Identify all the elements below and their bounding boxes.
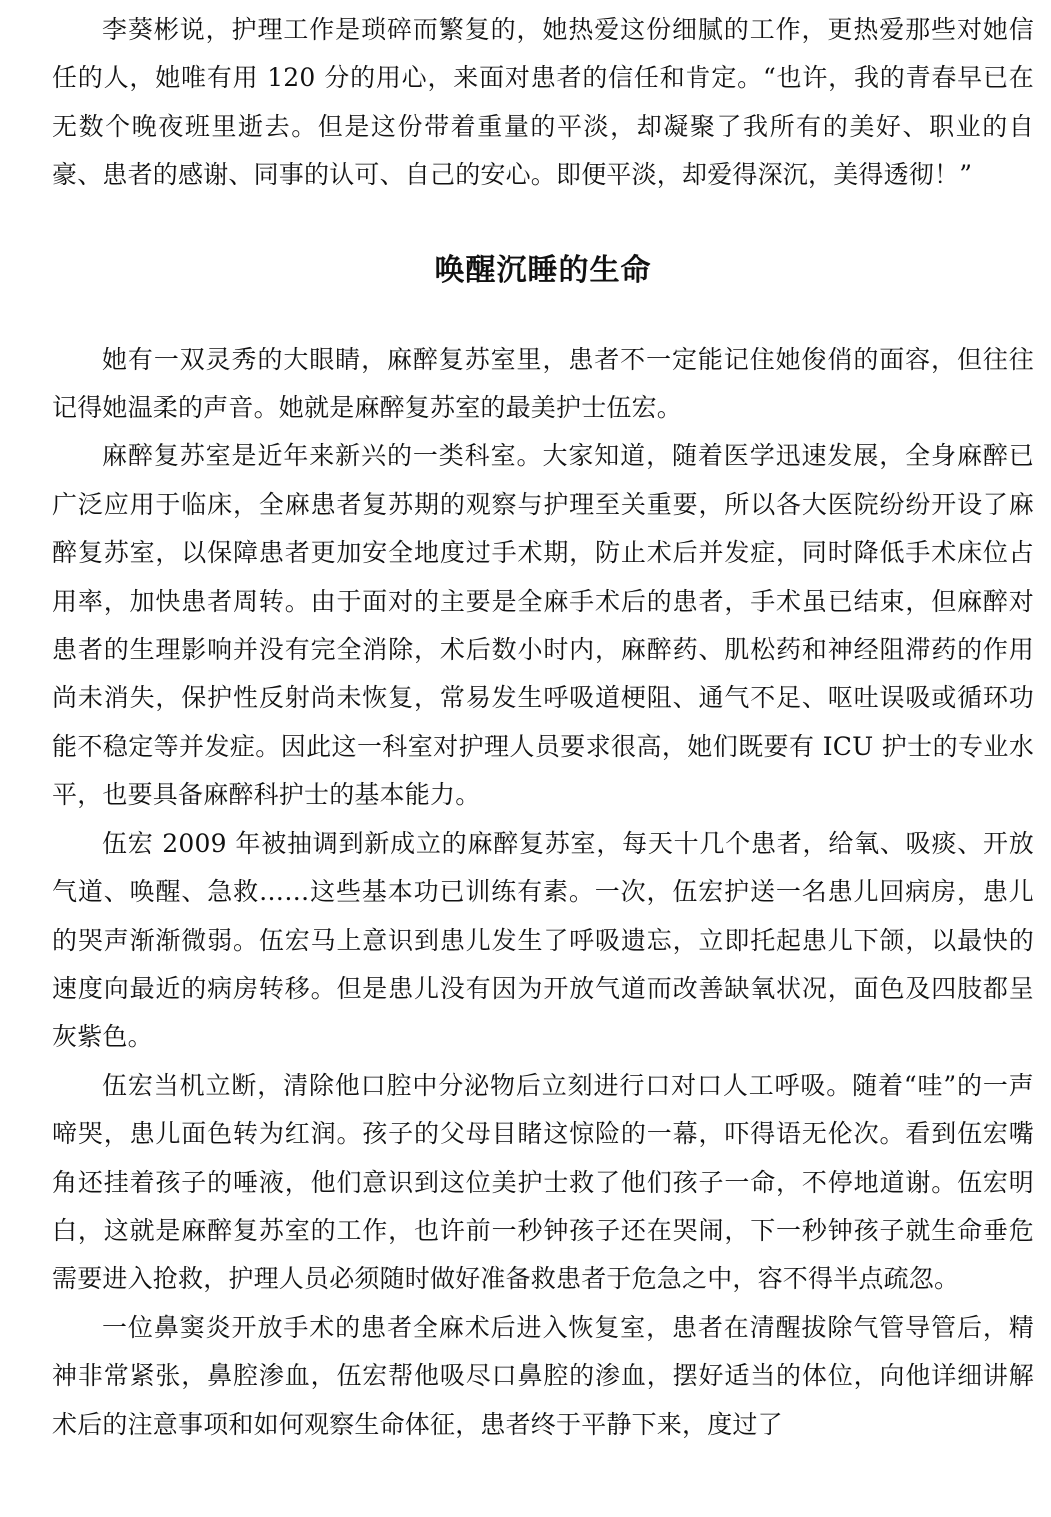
paragraph-2009-transfer: 伍宏 2009 年被抽调到新成立的麻醉复苏室，每天十几个患者，给氧、吸痰、开放气道、唤醒、急救……这些基本功已训练有素。一次，伍宏护送一名患儿回病房，患儿的哭声渐渐微弱。伍宏马上意识到患儿发生了呼吸遗忘，立即托起患儿下颌，以最快的速度向最近的病房转移。但是患儿没有因为开放气道而改善缺氧状况，面色及四肢都呈灰紫色。 [52,828,1034,1052]
document-page [52,6,1034,1449]
section-title: 唤醒沉睡的生命 [434,252,652,288]
paragraph-recovery-room: 麻醉复苏室是近年来新兴的一类科室。大家知道，随着医学迅速发展，全身麻醉已广泛应用于临床，全麻患者复苏期的观察与护理至关重要，所以各大医院纷纷开设了麻醉复苏室，以保障患者更加安全地度过手术期，防止术后并发症，同时降低手术床位占用率，加快患者周转。由于面对的主要是全麻手术后的患者，手术虽已结束，但麻醉对患者的生理影响并没有完全消除，术后数小时内，麻醉药、肌松药和神经阻滞药的作用尚未消失，保护性反射尚未恢复，常易发生呼吸道梗阻、通气不足、呕吐误吸或循环功能不稳定等并发症。因此这一科室对护理人员要求很高，她们既要有 ICU 护士的专业水平，也要具备麻醉科护士的基本能力。 [52,441,1034,810]
paragraph-rescue: 伍宏当机立断，清除他口腔中分泌物后立刻进行口对口人工呼吸。随着“哇”的一声啼哭，患儿面色转为红润。孩子的父母目睹这惊险的一幕，吓得语无伦次。看到伍宏嘴角还挂着孩子的唾液，他们意识到这位美护士救了他们孩子一命，不停地道谢。伍宏明白，这就是麻醉复苏室的工作，也许前一秒钟孩子还在哭闹，下一秒钟孩子就生命垂危需要进入抢救，护理人员必须随时做好准备救患者于危急之中，容不得半点疏忽。 [52,1070,1034,1294]
paragraph-intro-wu-hong: 她有一双灵秀的大眼睛，麻醉复苏室里，患者不一定能记住她俊俏的面容，但往往记得她温柔的声音。她就是麻醉复苏室的最美护士伍宏。 [52,344,1034,423]
paragraph-li-kuibin-quote: 李葵彬说，护理工作是琐碎而繁复的，她热爱这份细腻的工作，更热爱那些对她信任的人，她唯有用 120 分的用心，来面对患者的信任和肯定。“也许，我的青春早已在无数个晚夜班里逝去。但是这份带着重量的平淡，却凝聚了我所有的美好、职业的自豪、患者的感谢、同事的认可、自己的安心。即便平淡，却爱得深沉，美得透彻！” [52,15,1034,190]
paragraph-sinusitis-patient: 一位鼻窦炎开放手术的患者全麻术后进入恢复室，患者在清醒拔除气管导管后，精神非常紧张，鼻腔渗血，伍宏帮他吸尽口鼻腔的渗血，摆好适当的体位，向他详细讲解术后的注意事项和如何观察生命体征，患者终于平静下来，度过了 [52,1312,1034,1439]
